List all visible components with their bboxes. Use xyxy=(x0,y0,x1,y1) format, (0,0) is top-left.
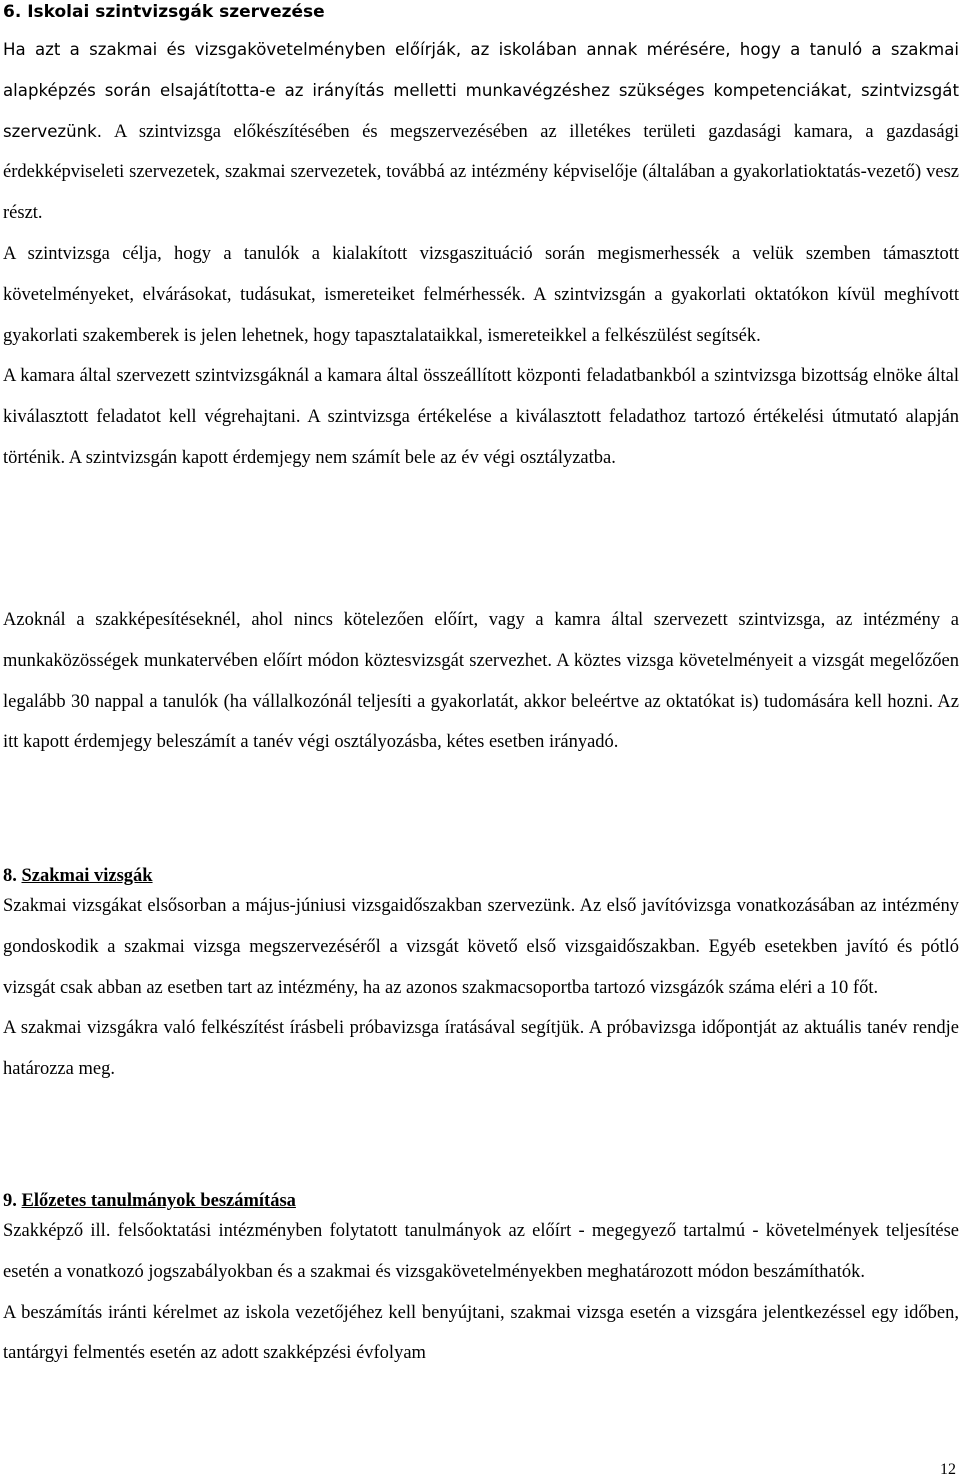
section-8-paragraph-1: Szakmai vizsgákat elsősorban a május-júniusi vizsgaidőszakban szervezünk. Az első javítóvizsga vonatkozásában az intézmény gondoskodik a szakmai vizsga megszervezéséről a vizsgát követő első vizsgaidőszakban. Egyéb esetekben javító és pótló vizsgát csak abban az esetben tart az intézmény, ha az azonos szakmacsoportba tartozó vizsgázók száma eléri a 10 főt. xyxy=(3,896,959,998)
page-number: 12 xyxy=(940,1461,956,1478)
section-8-paragraph-2: A szakmai vizsgákra való felkészítést írásbeli próbavizsga íratásával segítjük. A próbavizsga időpontját az aktuális tanév rendje határozza meg. xyxy=(3,1018,959,1080)
section-6-paragraph-4: Azoknál a szakképesítéseknél, ahol nincs kötelezően előírt, vagy a kamra által szervezett szintvizsga, az intézmény a munkaközösségek munkatervében előírt módon köztesvizsgát szervezhet. A köztes vizsga követelményeit a vizsgát megelőzően legalább 30 nappal a tanulók (ha vállalkozónál teljesíti a gyakorlatát, akkor beleértve az oktatókat is) tudomására kell hozni. Az itt kapott érdemjegy beleszámít a tanév végi osztályozásba, kétes esetben irányadó. xyxy=(3,610,959,753)
section-6-paragraph-1-serif: A szintvizsga előkészítésében és megszervezésében az illetékes területi gazdasági kamara, a gazdasági érdekképviseleti szervezetek, szakmai szervezetek, továbbá az intézmény képviselője (általában a gyakorlatioktatás-vezető) vesz részt. xyxy=(3,121,959,224)
section-9-heading-text: Előzetes tanulmányok beszámítása xyxy=(21,1191,296,1211)
section-8-heading-text: Szakmai vizsgák xyxy=(21,866,153,886)
section-6-paragraph-1-sans: Ha azt a szakmai és vizsgakövetelményben előírják, az iskolában annak mérésére, hogy a tanuló a szakmai alapképzés során elsajátította-e az irányítás melletti munkavégzéshez szükséges kompetenciákat, szintvizsgát szervezünk. xyxy=(3,40,959,141)
section-6-paragraph-3: A kamara által szervezett szintvizsgáknál a kamara által összeállított központi feladatbankból a szintvizsga bizottság elnöke által kiválasztott feladatot kell végrehajtani. A szintvizsga értékelése a kiválasztott feladathoz tartozó értékelési útmutató alapján történik. A szintvizsgán kapott érdemjegy nem számít bele az év végi osztályzatba. xyxy=(3,366,959,468)
section-6-paragraph-1 xyxy=(3,30,959,234)
section-6-text-2 xyxy=(3,600,959,763)
section-9-paragraph-1: Szakképző ill. felsőoktatási intézményben folytatott tanulmányok az előírt - megegyező tartalmú - követelmények teljesítése esetén a vonatkozó jogszabályokban és a szakmai és vizsgakövetelményekben meghatározott módon beszámíthatók. xyxy=(3,1221,959,1282)
section-6-paragraph-2b: A szintvizsgán a gyakorlati oktatókon kívül meghívott gyakorlati szakemberek is jelen lehetnek, hogy tapasztalataikkal, ismereteikkel a felkészülést segítsék. xyxy=(3,284,959,346)
section-8-text xyxy=(3,886,959,1090)
section-6-paragraph-2 xyxy=(3,234,959,356)
section-8-heading-number: 8. xyxy=(3,866,17,886)
section-9-heading-number: 9. xyxy=(3,1191,17,1211)
section-6-text xyxy=(3,30,959,479)
section-6-paragraph-2a: A szintvizsga célja, hogy a tanulók a kialakított vizsgaszituáció során megismerhessék a velük szemben támasztott követelményeket, elvárásokat, tudásukat, ismereteiket felmérhessék. xyxy=(3,243,959,305)
section-9-text xyxy=(3,1211,959,1374)
section-9-paragraph-2: A beszámítás iránti kérelmet az iskola vezetőjéhez kell benyújtani, szakmai vizsga esetén a vizsgára jelentkezéssel egy időben, tantárgyi felmentés esetén az adott szakképzési évfolyam xyxy=(3,1302,959,1364)
section-6-heading: 6. Iskolai szintvizsgák szervezése xyxy=(3,2,325,22)
